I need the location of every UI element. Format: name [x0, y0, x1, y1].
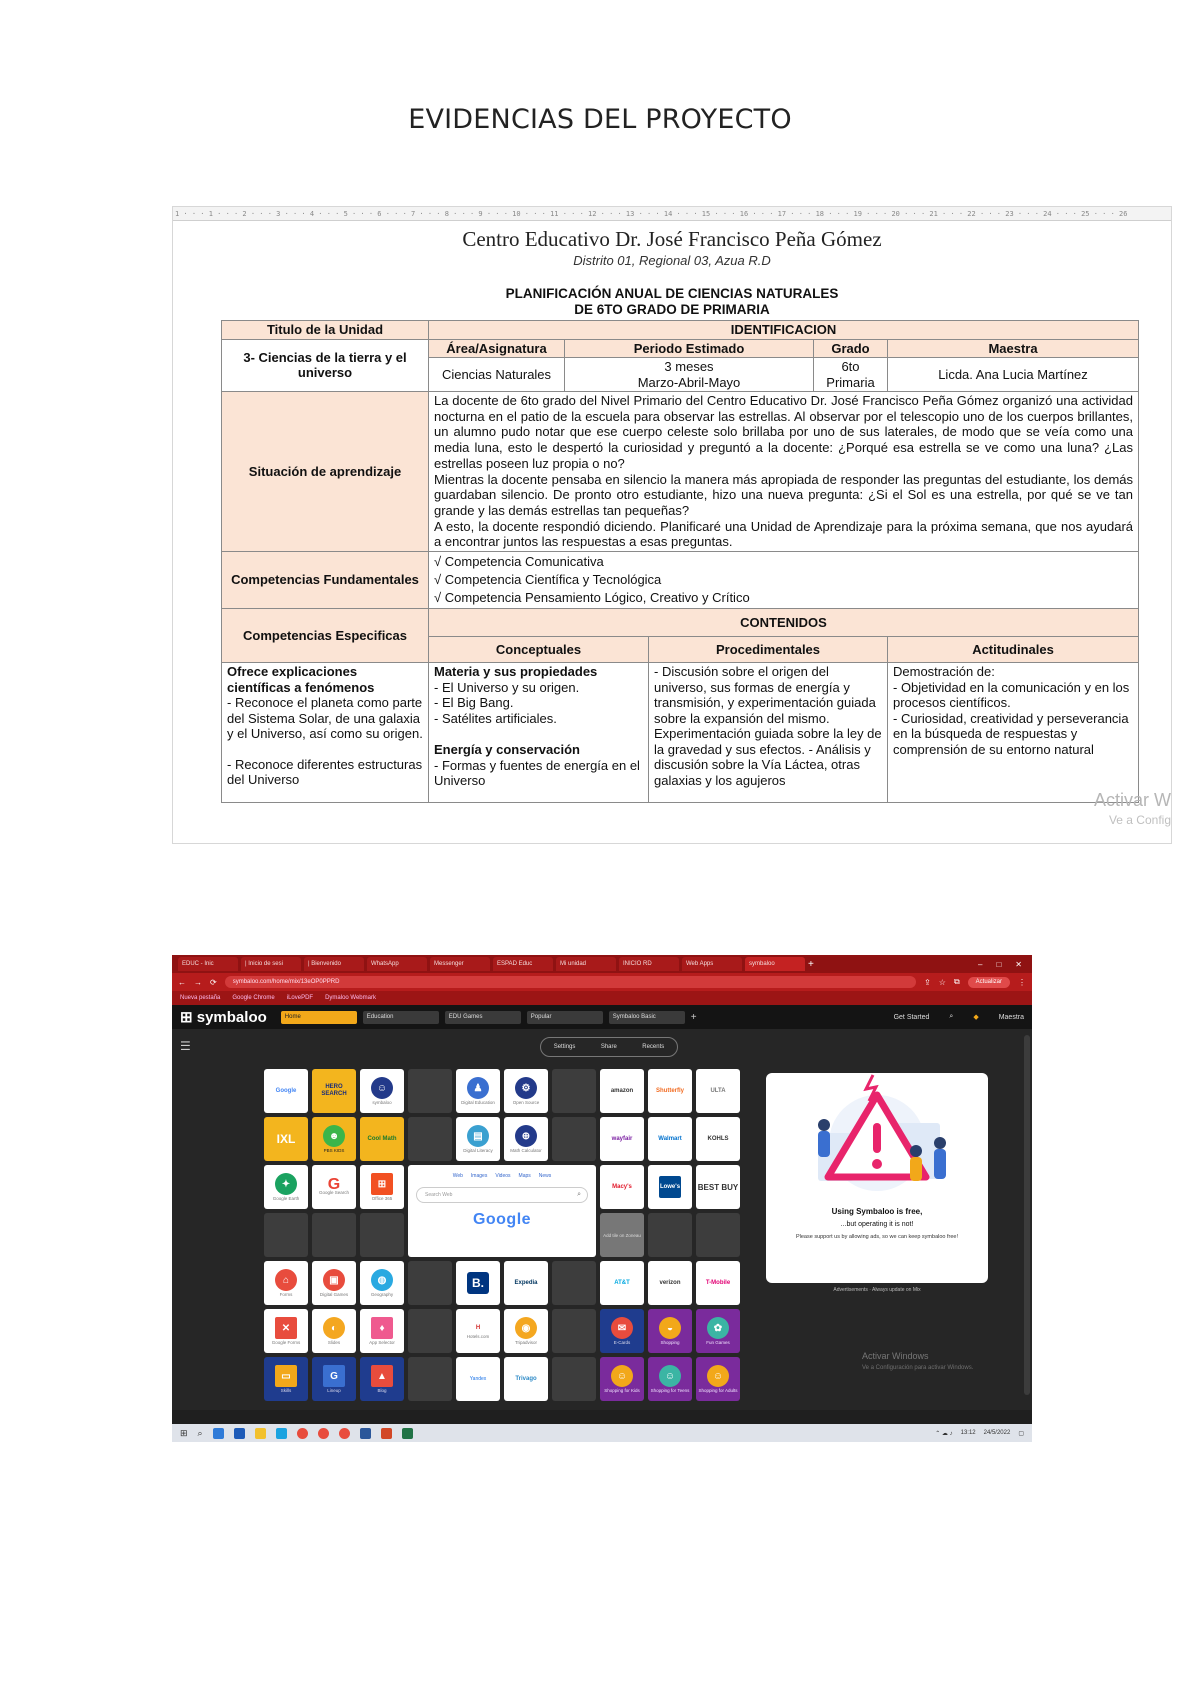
browser-tab[interactable]: | Inicio de sesi — [241, 957, 301, 971]
identification-header: IDENTIFICACION — [429, 321, 1139, 340]
tile-label: Digital Literacy — [463, 1148, 493, 1153]
gear-icon: ⚙ — [515, 1077, 537, 1099]
browser-tab-bar — [172, 955, 1032, 973]
board-icon: ▭ — [275, 1365, 297, 1387]
tile-best-buy[interactable] — [696, 1165, 740, 1209]
tile-empty[interactable] — [360, 1213, 404, 1257]
tile-walmart[interactable] — [648, 1117, 692, 1161]
tile-empty[interactable] — [408, 1261, 452, 1305]
tile-empty[interactable] — [552, 1309, 596, 1353]
share-icon[interactable]: ⇪ — [924, 977, 931, 987]
browser-tab-active[interactable]: symbaloo — [745, 957, 805, 971]
contents-header: CONTENIDOS — [429, 609, 1139, 637]
menu-icon[interactable]: ⋮ — [1018, 977, 1026, 987]
tile-skills[interactable] — [264, 1357, 308, 1401]
tile-sublabel: Google Search — [318, 1189, 350, 1195]
tile-label: Lineup — [327, 1388, 341, 1393]
unit-title-header: Titulo de la Unidad — [222, 321, 429, 340]
forward-icon[interactable]: → — [194, 977, 202, 987]
procedural-cell: - Discusión sobre el origen del universo, sus formas de energía y transmisión, y experimentación guiada sobre la expansión del mismo. Experimentación guiada sobre la ley de la gravedad y sus efectos. - Análisis y discusión sobre la Vía Láctea, otras galaxias y los agujeros — [649, 663, 888, 803]
search-link-videos[interactable]: Videos — [495, 1173, 511, 1179]
search-input[interactable] — [416, 1187, 588, 1203]
slides-icon: ◐ — [323, 1317, 345, 1339]
conceptual-item: - Formas y fuentes de energía en el Universo — [434, 757, 640, 789]
search-link-news[interactable]: News — [538, 1173, 552, 1179]
settings-button[interactable]: Settings — [553, 1044, 576, 1050]
tile-label: Math Calculator — [510, 1148, 542, 1153]
tile-label: Walmart — [658, 1135, 682, 1142]
tile-lowes[interactable] — [648, 1165, 692, 1209]
tile-empty[interactable] — [408, 1069, 452, 1113]
tile-google[interactable] — [264, 1069, 308, 1113]
tile-empty[interactable] — [552, 1069, 596, 1113]
ad-headline: Using Symbaloo is free, — [831, 1207, 923, 1216]
period-header: Periodo Estimado — [565, 339, 814, 358]
tile-empty[interactable] — [264, 1213, 308, 1257]
powerpoint-icon[interactable] — [381, 1428, 392, 1439]
tile-empty[interactable] — [552, 1117, 596, 1161]
tile-ixl[interactable] — [264, 1117, 308, 1161]
get-started-button[interactable]: Get Started — [893, 1013, 930, 1021]
tile-label: wayfair — [611, 1135, 633, 1142]
situation-label: Situación de aprendizaje — [222, 392, 429, 552]
attitudinal-cell — [888, 663, 1139, 803]
tile-label: BEST BUY — [697, 1182, 739, 1192]
tile-trivago[interactable] — [504, 1357, 548, 1401]
search-link-web[interactable]: Web — [452, 1173, 463, 1179]
folder-icon[interactable] — [255, 1428, 266, 1439]
conceptual-cell — [429, 663, 649, 803]
tile-label: Shopping — [660, 1340, 680, 1345]
tile-ulta[interactable] — [696, 1069, 740, 1113]
url-input[interactable]: symbaloo.com/home/mix/13eOP0PPRD — [225, 976, 916, 988]
tile-label: Blog — [377, 1388, 387, 1393]
new-tab-button[interactable]: + — [808, 958, 814, 970]
browser-tab[interactable]: Mi unidad — [556, 957, 616, 971]
period-range: Marzo-Abril-Mayo — [637, 374, 741, 390]
add-webmix-button[interactable]: + — [690, 1011, 697, 1023]
window-controls — [978, 960, 1032, 969]
tile-shopping-adults[interactable] — [696, 1357, 740, 1401]
tile-label: Fun Games — [706, 1340, 730, 1345]
tile-hero-search[interactable] — [312, 1069, 356, 1113]
plan-title-line-1: PLANIFICACIÓN ANUAL DE CIENCIAS NATURALES — [505, 286, 839, 301]
search-icon[interactable]: ⌕ — [949, 1013, 954, 1020]
address-bar — [172, 973, 1032, 991]
tile-label: HERO SEARCH — [321, 1084, 347, 1097]
plan-title — [173, 286, 1171, 318]
tile-macys[interactable] — [600, 1165, 644, 1209]
conceptual-title-2: Energía y conservación — [434, 742, 580, 758]
tile-label: G — [327, 1175, 341, 1193]
house-icon: ⌂ — [275, 1269, 297, 1291]
conceptual-item: - El Universo y su origen. — [434, 679, 580, 695]
specific-competency-cell — [222, 663, 429, 803]
tile-label: Office 365 — [371, 1196, 393, 1201]
tile-empty[interactable] — [648, 1213, 692, 1257]
tile-label: Digital Education — [461, 1100, 495, 1105]
webmix-tab[interactable]: Symbaloo Basic — [609, 1011, 685, 1024]
search-type-links — [416, 1173, 588, 1179]
tile-booking[interactable] — [456, 1261, 500, 1305]
browser-tab[interactable]: Messenger — [430, 957, 490, 971]
page-title: EVIDENCIAS DEL PROYECTO — [408, 104, 792, 135]
webmix-tab-home[interactable]: Home — [281, 1011, 357, 1024]
tile-add[interactable] — [600, 1213, 644, 1257]
grid-gap — [744, 1309, 788, 1353]
attitudinal-header: Actitudinales — [888, 637, 1139, 663]
attitudinal-item: - Curiosidad, creatividad y perseverancia en la búsqueda de respuestas y comprensión de su entorno natural — [893, 710, 1129, 757]
tile-label: E-Cards — [613, 1340, 631, 1345]
specific-competency-title: Ofrece explicaciones científicas a fenómenos — [227, 664, 375, 695]
tile-digital-education[interactable] — [456, 1069, 500, 1113]
system-tray — [935, 1430, 1032, 1437]
tile-digital-games[interactable] — [312, 1261, 356, 1305]
pbs-kids-icon: ☻ — [323, 1125, 345, 1147]
chrome-icon[interactable] — [297, 1428, 308, 1439]
teacher-header: Maestra — [888, 339, 1139, 358]
tile-label: Cool Math — [367, 1135, 397, 1142]
tile-wayfair[interactable] — [600, 1117, 644, 1161]
chart-icon: ▤ — [467, 1125, 489, 1147]
tile-label: Google Earth — [272, 1196, 300, 1201]
tile-empty[interactable] — [408, 1357, 452, 1401]
star-icon[interactable]: ☆ — [938, 977, 946, 987]
tile-empty[interactable] — [552, 1357, 596, 1401]
tile-label: Shopping for Teens — [650, 1388, 690, 1393]
bag-icon: ◒ — [659, 1317, 681, 1339]
windows-logo-icon: ⊞ — [371, 1173, 393, 1195]
booking-logo: B. — [467, 1272, 489, 1294]
lowes-logo: Lowe's — [659, 1176, 681, 1198]
tile-label: ULTA — [710, 1087, 726, 1094]
excel-icon[interactable] — [402, 1428, 413, 1439]
hamburger-menu-icon[interactable]: ☰ — [180, 1039, 191, 1053]
tray-icons[interactable]: ⌃ ☁ ♪ — [935, 1430, 953, 1437]
tile-kohls[interactable] — [696, 1117, 740, 1161]
symbaloo-logo[interactable] — [180, 1008, 267, 1026]
area-value: Ciencias Naturales — [429, 358, 565, 392]
windows-activation-watermark-sub: Ve a Configuración para activar Windows. — [862, 1365, 974, 1371]
ad-plea: Please support us by allowing ads, so we can keep symbaloo free! — [795, 1234, 959, 1240]
extensions-icon[interactable]: ⧉ — [953, 977, 960, 986]
tile-label: KOHLS — [707, 1135, 729, 1142]
tile-expedia[interactable] — [504, 1261, 548, 1305]
tile-label: Skills — [280, 1388, 292, 1393]
ad-subline: ...but operating it is not! — [840, 1221, 914, 1228]
tile-label: Shutterfly — [655, 1087, 684, 1094]
tile-geography[interactable] — [360, 1261, 404, 1305]
windows-taskbar — [172, 1424, 1032, 1442]
tile-sublabel: Hotels.com — [466, 1333, 490, 1339]
unit-name: 3- Ciencias de la tierra y el universo — [222, 339, 429, 392]
people-icon: ♟ — [467, 1077, 489, 1099]
card-icon: ✉ — [611, 1317, 633, 1339]
grid-icon: ⊞ — [180, 1009, 197, 1026]
tile-label: amazon — [610, 1087, 634, 1094]
search-placeholder: Search Web — [425, 1192, 453, 1198]
ad-caption: Advertisements · Always update on Mix — [833, 1287, 921, 1293]
document-header — [173, 221, 1171, 318]
bookmarks-bar — [172, 991, 1032, 1005]
notification-icon[interactable]: ◆ — [973, 1014, 979, 1021]
chrome-icon[interactable] — [318, 1428, 329, 1439]
tile-math-calculator[interactable] — [504, 1117, 548, 1161]
browser-tab[interactable]: | Bienvenido — [304, 957, 364, 971]
page-scrollbar[interactable] — [1024, 1035, 1030, 1395]
attitudinal-item: - Objetividad en la comunicación y en los procesos científicos. — [893, 679, 1130, 711]
windows-activation-watermark: Activar W — [1093, 790, 1171, 810]
tile-digital-literacy[interactable] — [456, 1117, 500, 1161]
search-link-maps[interactable]: Maps — [518, 1173, 531, 1179]
situation-paragraph-1: La docente de 6to grado del Nivel Primario del Centro Educativo Dr. José Francisco Peña Gómez organizó una actividad nocturna en el patio de la escuela para observar las estrellas. Al observar por el telescopio uno de los cuerpos brillantes, un alumno pudo notar que ese cuerpo celeste solo brillaba por uno de sus laterales, de modo que se veía como una media luna, esto le despertó la curiosidad y preguntó a la docente: ¿Porqué esa estrella se ve como una luna? ¿Las estrellas poseen luz propia o no? — [434, 393, 1134, 471]
tile-label: Google Forms — [271, 1340, 301, 1345]
minimize-icon[interactable]: – — [978, 959, 983, 969]
browser-tab[interactable]: Web Apps — [682, 957, 742, 971]
webmix-tab[interactable]: Popular — [527, 1011, 603, 1024]
grade-header: Grado — [814, 339, 888, 358]
tile-office-365[interactable] — [360, 1165, 404, 1209]
tile-shopping-kids[interactable] — [600, 1357, 644, 1401]
symbaloo-header-right — [894, 1013, 1024, 1021]
update-button[interactable]: Actualizar — [968, 977, 1010, 988]
tile-cool-math[interactable] — [360, 1117, 404, 1161]
bookmark-item[interactable]: Google Chrome — [232, 995, 275, 1001]
owl-icon: ◉ — [515, 1317, 537, 1339]
share-button[interactable]: Share — [600, 1044, 617, 1050]
word-icon[interactable] — [360, 1428, 371, 1439]
specific-competency-2: - Reconoce diferentes estructuras del Universo — [227, 756, 423, 788]
tile-label: Macy's — [612, 1183, 632, 1190]
recents-button[interactable]: Recents — [642, 1044, 665, 1050]
game-icon: ▣ — [323, 1269, 345, 1291]
tile-open-source[interactable] — [504, 1069, 548, 1113]
doc-icon: G — [323, 1365, 345, 1387]
tile-t-mobile[interactable] — [696, 1261, 740, 1305]
store-icon[interactable] — [234, 1428, 245, 1439]
edge-icon[interactable] — [276, 1428, 287, 1439]
globe-icon: ✦ — [275, 1173, 297, 1195]
tile-label: Trivago — [515, 1375, 537, 1382]
tile-shutterfly[interactable] — [648, 1069, 692, 1113]
competency-item: √ Competencia Comunicativa — [434, 554, 604, 570]
webmix-tab[interactable]: EDU Games — [445, 1011, 521, 1024]
tile-shopping[interactable] — [648, 1309, 692, 1353]
bookmark-item[interactable]: iLovePDF — [286, 995, 314, 1001]
procedural-header: Procedimentales — [649, 637, 888, 663]
tile-google-earth[interactable] — [264, 1165, 308, 1209]
situation-paragraph-2: Mientras la docente pensaba en silencio la manera más apropiada de responder las preguntas del estudiante, los demás guardaban silencio. De pronto otro estudiante, hizo una nueva pregunta: ¿Si el Sol es una estrella, por qué se ve tan grande y las demás estrellas tan pequeñas? — [434, 471, 1134, 518]
chrome-icon[interactable] — [339, 1428, 350, 1439]
browser-tab[interactable]: EDUC - Inic — [178, 957, 238, 971]
tile-empty[interactable] — [408, 1309, 452, 1353]
google-wordmark: Google — [472, 1211, 532, 1228]
tile-blog[interactable] — [360, 1357, 404, 1401]
period-value — [565, 358, 814, 392]
tile-empty[interactable] — [312, 1213, 356, 1257]
tile-label: Slides — [327, 1340, 341, 1345]
tile-label: Digital Games — [319, 1292, 349, 1297]
globe-icon: ◍ — [371, 1269, 393, 1291]
tile-label: Geography — [370, 1292, 394, 1297]
tile-att[interactable] — [600, 1261, 644, 1305]
tile-empty[interactable] — [552, 1261, 596, 1305]
tile-tripadvisor[interactable] — [504, 1309, 548, 1353]
tile-label: Yandex — [469, 1376, 487, 1382]
symbaloo-body — [172, 1029, 1032, 1410]
district-line: Distrito 01, Regional 03, Azua R.D — [573, 253, 771, 268]
tile-fun-games[interactable] — [696, 1309, 740, 1353]
grade-value — [814, 358, 888, 392]
word-ruler: 1 · · · 1 · · · 2 · · · 3 · · · 4 · · · 5 · · · 6 · · · 7 · · · 8 · · · 9 · · · 10 · · · 11 · · · 12 · · · 13 · · · 14 · · · 15 · · · 16 · · · 17 · · · 18 · · · 19 · · · 20 · · · 21 · · · 22 · · · 23 · · · 24 · · · 25 · · · 26 — [173, 207, 1171, 221]
tile-label: Tripadvisor — [514, 1340, 538, 1345]
tile-label: Open Source — [512, 1100, 540, 1105]
teacher-value: Licda. Ana Lucia Martínez — [888, 358, 1139, 392]
tile-label: Google — [275, 1087, 297, 1094]
tile-label: Shopping for Adults — [698, 1388, 738, 1393]
search-widget — [408, 1165, 596, 1257]
game-icon: ✿ — [707, 1317, 729, 1339]
browser-tab[interactable]: INICIO RD — [619, 957, 679, 971]
webmix-toolbar — [540, 1037, 678, 1057]
user-menu[interactable]: Maestra — [998, 1013, 1024, 1021]
tile-empty[interactable] — [408, 1117, 452, 1161]
bookmark-item[interactable]: Dymaloo Webmark — [325, 995, 376, 1001]
symbaloo-logo-text: symbaloo — [196, 1009, 267, 1026]
symbaloo-browser-screenshot — [172, 955, 1032, 1442]
tile-google-forms[interactable] — [264, 1309, 308, 1353]
search-link-images[interactable]: Images — [470, 1173, 488, 1179]
specific-competency-1: - Reconoce el planeta como parte del Sistema Solar, de una galaxia y el Universo, así como su origen. — [227, 695, 423, 742]
search-icon[interactable]: ⌕ — [197, 1427, 203, 1438]
tile-label: App Selector — [369, 1340, 395, 1345]
grade-level: Primaria — [826, 374, 875, 390]
period-months: 3 meses — [664, 359, 714, 374]
windows-activation-watermark-sub: Ve a Config — [1108, 813, 1171, 827]
planning-table — [221, 320, 1139, 803]
bookmark-item[interactable]: Nueva pestaña — [180, 995, 221, 1001]
tile-verizon[interactable] — [648, 1261, 692, 1305]
tile-e-cards[interactable] — [600, 1309, 644, 1353]
situation-text — [429, 392, 1139, 552]
maximize-icon[interactable]: □ — [996, 959, 1002, 969]
apps-icon: ♦ — [371, 1317, 393, 1339]
tile-shopping-teens[interactable] — [648, 1357, 692, 1401]
reload-icon[interactable]: ⟳ — [210, 977, 217, 987]
symbaloo-header — [172, 1005, 1032, 1029]
fundamental-competencies-label: Competencias Fundamentales — [222, 552, 429, 609]
notifications-icon[interactable]: ▢ — [1018, 1430, 1024, 1437]
back-icon[interactable]: ← — [178, 977, 186, 987]
symbaloo-icon: ☺ — [371, 1077, 393, 1099]
tile-label: IXL — [276, 1131, 296, 1146]
date: 24/5/2022 — [983, 1429, 1011, 1436]
webmix-tab[interactable]: Education — [363, 1011, 439, 1024]
attitudinal-item: Demostración de: — [893, 664, 995, 680]
teen-icon: ☺ — [659, 1365, 681, 1387]
grade-number: 6to — [841, 359, 860, 374]
windows-activation-watermark: Activar Windows — [862, 1351, 929, 1361]
tile-google-search[interactable] — [312, 1165, 356, 1209]
tile-label: Expedia — [514, 1279, 538, 1286]
competency-item: √ Competencia Pensamiento Lógico, Creativo y Crítico — [434, 590, 750, 606]
adult-icon: ☺ — [707, 1365, 729, 1387]
browser-tab[interactable]: WhatsApp — [367, 957, 427, 971]
tile-label: Shopping for Kids — [604, 1388, 640, 1393]
tile-slides[interactable] — [312, 1309, 356, 1353]
tile-label: Forms — [279, 1292, 293, 1297]
x-icon: ✕ — [275, 1317, 297, 1339]
conceptual-item: - Satélites artificiales. — [434, 710, 557, 726]
conceptual-item: - El Big Bang. — [434, 695, 514, 711]
school-name: Centro Educativo Dr. José Francisco Peña Gómez — [462, 227, 882, 251]
plan-title-line-2: DE 6TO GRADO DE PRIMARIA — [574, 302, 770, 317]
tile-forms[interactable] — [264, 1261, 308, 1305]
specific-competencies-label: Competencias Especificas — [222, 609, 429, 663]
search-icon[interactable]: ⌕ — [577, 1191, 581, 1198]
tile-empty[interactable] — [696, 1213, 740, 1257]
advertisement-panel — [766, 1073, 988, 1283]
tile-label: AT&T — [614, 1279, 630, 1286]
tile-hotels[interactable] — [456, 1309, 500, 1353]
tile-label: Add tile on Zoneau — [603, 1233, 641, 1238]
conceptual-title-1: Materia y sus propiedades — [434, 664, 598, 680]
tile-label: symbaloo — [372, 1100, 392, 1105]
tile-label: PBS KIDS — [323, 1148, 345, 1153]
tile-lineup[interactable] — [312, 1357, 356, 1401]
tile-pbs-kids[interactable] — [312, 1117, 356, 1161]
tile-app-selector[interactable] — [360, 1309, 404, 1353]
clock: 13:12 — [960, 1429, 976, 1436]
chart-icon: ▲ — [371, 1365, 393, 1387]
browser-tab[interactable]: ESPAD Educ — [493, 957, 553, 971]
close-icon[interactable]: ✕ — [1015, 959, 1022, 969]
search-engine-logo — [416, 1211, 588, 1229]
tile-label: T-Mobile — [705, 1279, 731, 1286]
tile-yandex[interactable] — [456, 1357, 500, 1401]
kid-icon: ☺ — [611, 1365, 633, 1387]
warning-illustration-svg — [766, 1073, 988, 1205]
competency-item: √ Competencia Científica y Tecnológica — [434, 572, 662, 588]
planning-document-screenshot — [172, 206, 1172, 844]
area-header: Área/Asignatura — [429, 339, 565, 358]
calculator-icon: ⊕ — [515, 1125, 537, 1147]
situation-paragraph-3: A esto, la docente respondió diciendo. Planificaré una Unidad de Aprendizaje para la próxima semana, que nos ayudará a encontrar juntos las respuestas a esas preguntas. — [434, 518, 1134, 550]
tile-label: H — [475, 1324, 481, 1331]
task-view-icon[interactable] — [213, 1428, 224, 1439]
tile-amazon[interactable] — [600, 1069, 644, 1113]
tile-symbaloo[interactable] — [360, 1069, 404, 1113]
fundamental-competencies-list — [429, 552, 1139, 609]
conceptual-header: Conceptuales — [429, 637, 649, 663]
tile-label: verizon — [659, 1279, 681, 1286]
warning-illustration — [766, 1073, 988, 1205]
start-icon[interactable]: ⊞ — [180, 1427, 188, 1438]
